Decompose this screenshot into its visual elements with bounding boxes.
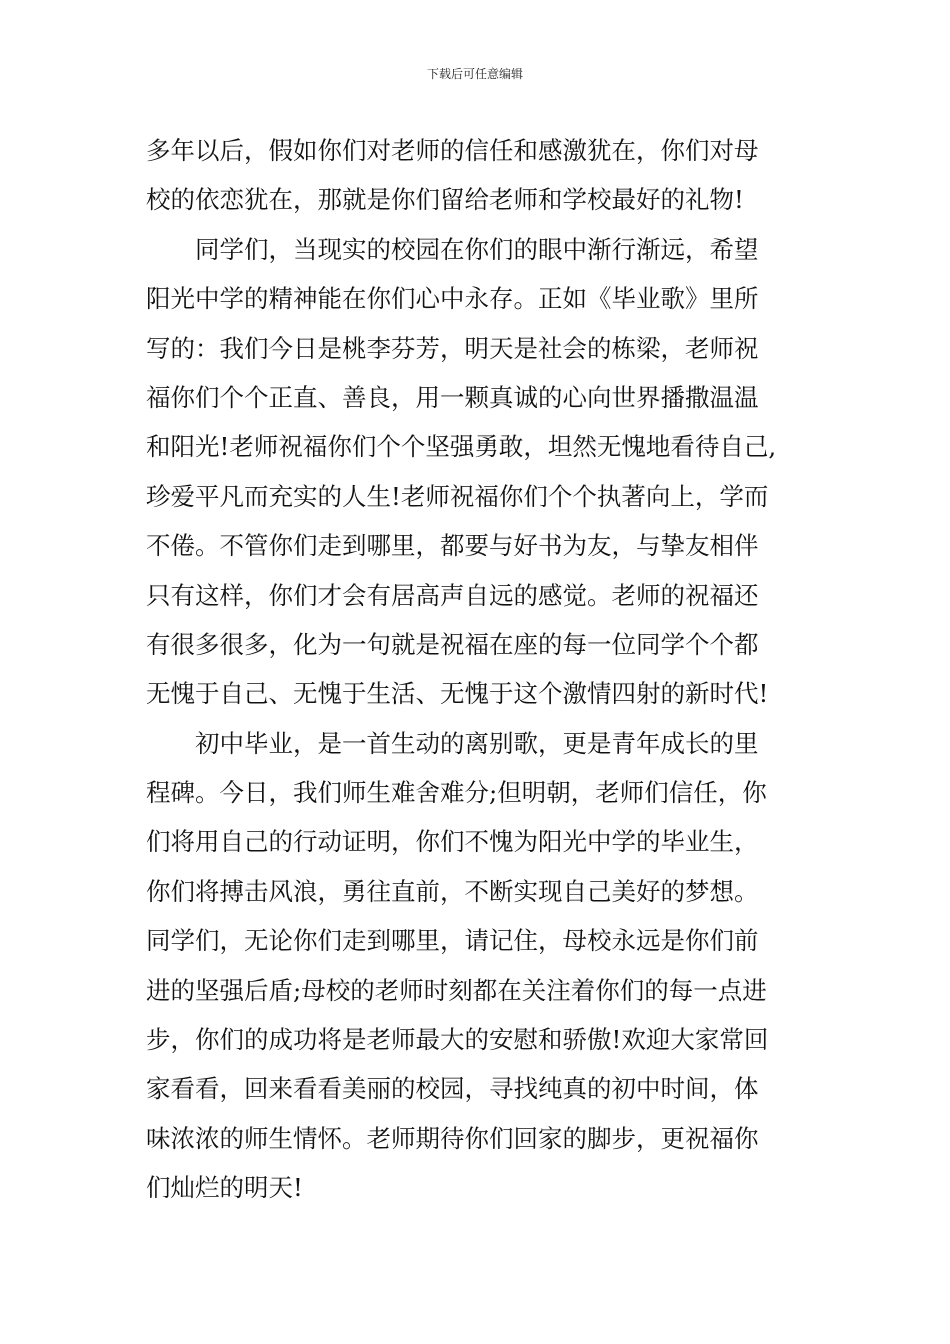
text-line: 初中毕业，是一首生动的离别歌，更是青年成长的里 [146,728,759,758]
text-line: 有很多很多，化为一句就是祝福在座的每一位同学个个都 [146,629,759,659]
text-line: 同学们，无论你们走到哪里，请记住，母校永远是你们前 [146,926,759,956]
text-line: 程碑。今日，我们师生难舍难分;但明朝，老师们信任，你 [146,778,767,808]
text-line: 不倦。不管你们走到哪里，都要与好书为友，与挚友相伴 [146,531,759,561]
text-line: 多年以后，假如你们对老师的信任和感激犹在，你们对母 [146,136,759,165]
text-line: 步，你们的成功将是老师最大的安慰和骄傲!欢迎大家常回 [146,1025,769,1055]
text-line: 味浓浓的师生情怀。老师期待你们回家的脚步，更祝福你 [146,1123,759,1153]
text-line: 福你们个个正直、善良，用一颗真诚的心向世界播撒温温 [146,382,759,412]
text-line: 们灿烂的明天! [146,1173,303,1203]
text-line: 阳光中学的精神能在你们心中永存。正如《毕业歌》里所 [146,284,759,314]
text-line: 珍爱平凡而充实的人生!老师祝福你们个个执著向上，学而 [146,481,769,511]
page-header: 下载后可任意编辑 [426,67,523,81]
text-line: 们将用自己的行动证明，你们不愧为阳光中学的毕业生， [146,827,759,857]
text-line: 无愧于自己、无愧于生活、无愧于这个激情四射的新时代! [146,679,769,709]
text-line: 进的坚强后盾;母校的老师时刻都在关注着你们的每一点进 [146,975,767,1005]
text-line: 写的：我们今日是桃李芬芳，明天是社会的栋梁，老师祝 [146,333,759,363]
text-line: 只有这样，你们才会有居高声自远的感觉。老师的祝福还 [146,580,759,610]
body-text [146,126,826,1213]
text-line: 你们将搏击风浪，勇往直前，不断实现自己美好的梦想。 [146,876,759,906]
text-line: 家看看，回来看看美丽的校园，寻找纯真的初中时间，体 [146,1074,759,1104]
text-line: 校的依恋犹在，那就是你们留给老师和学校最好的礼物! [146,185,744,215]
text-line: 同学们，当现实的校园在你们的眼中渐行渐远，希望 [146,234,759,264]
text-line: 和阳光!老师祝福你们个个坚强勇敢，坦然无愧地看待自己, [146,432,777,462]
